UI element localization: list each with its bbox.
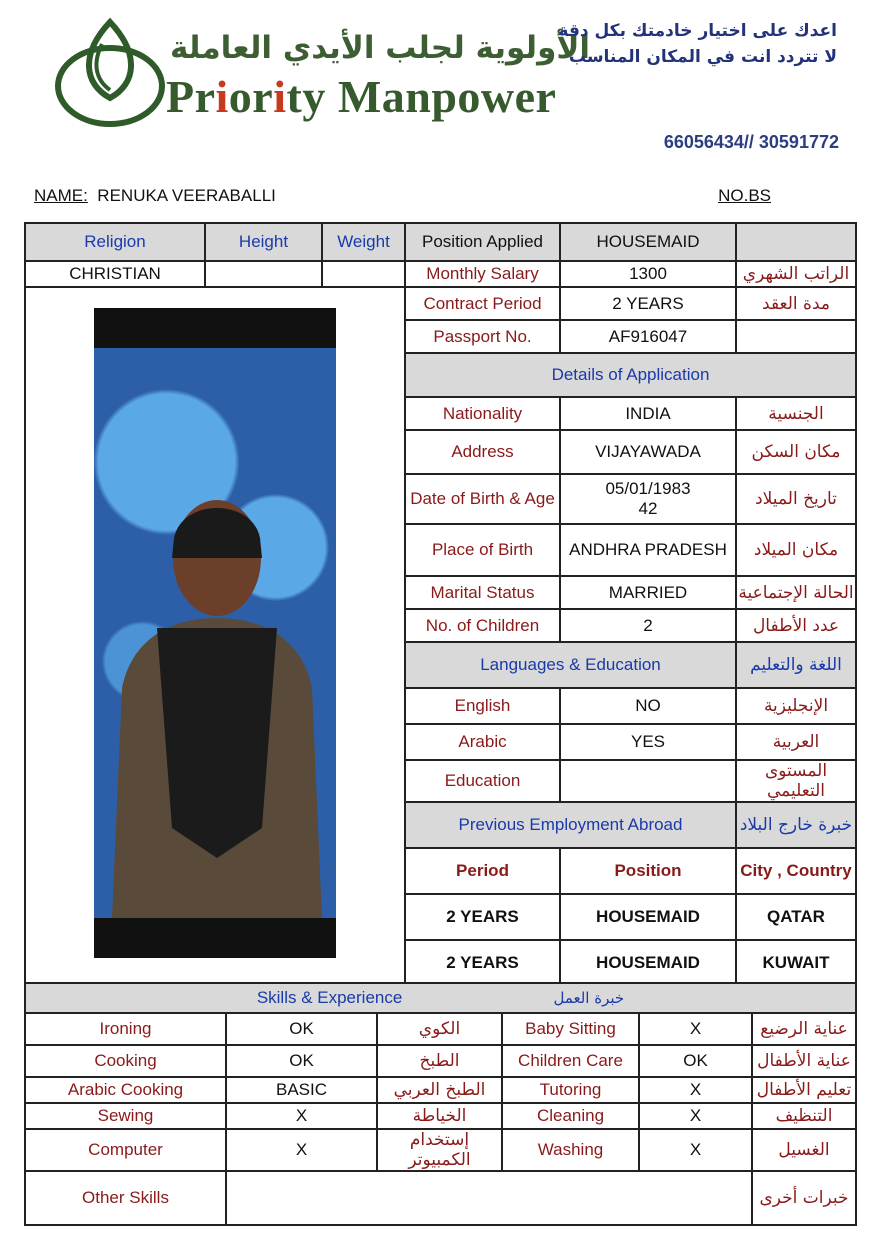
marital-status-label: Marital Status (405, 576, 560, 609)
skill-cooking-value: OK (226, 1045, 377, 1077)
employment-heading: Previous Employment Abroad (405, 802, 736, 848)
place-of-birth-arabic: مكان الميلاد (736, 524, 856, 576)
children-arabic: عدد الأطفال (736, 609, 856, 642)
skill-washing-value: X (639, 1129, 752, 1171)
arabic-label: Arabic (405, 724, 560, 760)
children-value: 2 (560, 609, 736, 642)
employment-row-2-place: KUWAIT (736, 940, 856, 986)
religion-value: CHRISTIAN (25, 261, 205, 287)
monthly-salary-label: Monthly Salary (405, 261, 560, 287)
religion-header: Religion (25, 223, 205, 261)
applicant-name (34, 186, 276, 206)
marital-status-value: MARRIED (560, 576, 736, 609)
dob-label: Date of Birth & Age (405, 474, 560, 524)
contract-period-arabic: مدة العقد (736, 287, 856, 320)
monthly-salary-arabic: الراتب الشهري (736, 261, 856, 287)
slogan-line-1: اعدك على اختيار خادمتك بكل دقة (558, 21, 837, 41)
nationality-label: Nationality (405, 397, 560, 430)
skill-arabic-cooking-arabic: الطبخ العربي (377, 1077, 502, 1103)
monthly-salary-value: 1300 (560, 261, 736, 287)
name-value: RENUKA VEERABALLI (97, 186, 276, 205)
skill-children-care-value: OK (639, 1045, 752, 1077)
employment-row-1-position: HOUSEMAID (560, 894, 736, 940)
contract-period-value: 2 YEARS (560, 287, 736, 320)
contract-period-label: Contract Period (405, 287, 560, 320)
application-table (24, 222, 857, 987)
header (0, 0, 869, 180)
employment-row-1-place: QATAR (736, 894, 856, 940)
languages-heading-arabic: اللغة والتعليم (736, 642, 856, 688)
employment-row-1-period: 2 YEARS (405, 894, 560, 940)
applicant-photo (94, 308, 336, 958)
position-applied-label: Position Applied (405, 223, 560, 261)
nationality-arabic: الجنسية (736, 397, 856, 430)
height-header: Height (205, 223, 322, 261)
skill-washing-arabic: الغسيل (752, 1129, 856, 1171)
skill-baby-sitting-arabic: عناية الرضيع (752, 1013, 856, 1045)
weight-header: Weight (322, 223, 405, 261)
english-value: NO (560, 688, 736, 724)
age-value: 42 (638, 499, 658, 518)
dob-value (560, 474, 736, 524)
skill-baby-sitting-value: X (639, 1013, 752, 1045)
place-of-birth-label: Place of Birth (405, 524, 560, 576)
education-value (560, 760, 736, 802)
other-skills-value (226, 1171, 752, 1225)
skills-table (24, 982, 857, 1226)
skill-cooking-label: Cooking (25, 1045, 226, 1077)
children-label: No. of Children (405, 609, 560, 642)
skill-washing-label: Washing (502, 1129, 639, 1171)
education-arabic: المستوى التعليمي (736, 760, 856, 802)
company-name-english: Priority Manpower (166, 71, 557, 122)
company-name-arabic: الأولوية لجلب الأيدي العاملة (170, 30, 591, 66)
name-label: NAME: (34, 186, 88, 205)
nationality-value: INDIA (560, 397, 736, 430)
skill-arabic-cooking-value: BASIC (226, 1077, 377, 1103)
weight-value (322, 261, 405, 287)
reference-number: NO.BS (718, 186, 771, 205)
skill-sewing-label: Sewing (25, 1103, 226, 1129)
education-label: Education (405, 760, 560, 802)
skill-computer-value: X (226, 1129, 377, 1171)
skills-heading-arabic: خبرة العمل (553, 989, 625, 1007)
arabic-value: YES (560, 724, 736, 760)
slogan (558, 18, 837, 70)
slogan-line-2: لا تتردد انت في المكان المناسب (568, 47, 837, 67)
place-of-birth-value: ANDHRA PRADESH (560, 524, 736, 576)
passport-value: AF916047 (560, 320, 736, 353)
employment-col-position: Position (560, 848, 736, 894)
photo-cell (25, 287, 405, 986)
passport-arabic (736, 320, 856, 353)
marital-status-arabic: الحالة الإجتماعية (736, 576, 856, 609)
skill-sewing-value: X (226, 1103, 377, 1129)
skill-baby-sitting-label: Baby Sitting (502, 1013, 639, 1045)
address-label: Address (405, 430, 560, 474)
dob-date: 05/01/1983 (605, 479, 691, 498)
skill-children-care-label: Children Care (502, 1045, 639, 1077)
english-arabic: الإنجليزية (736, 688, 856, 724)
employment-row-2-position: HOUSEMAID (560, 940, 736, 986)
skill-ironing-label: Ironing (25, 1013, 226, 1045)
skill-cleaning-label: Cleaning (502, 1103, 639, 1129)
skill-ironing-arabic: الكوي (377, 1013, 502, 1045)
skill-tutoring-label: Tutoring (502, 1077, 639, 1103)
skills-heading-row (25, 983, 856, 1013)
languages-heading: Languages & Education (405, 642, 736, 688)
skill-computer-label: Computer (25, 1129, 226, 1171)
skill-computer-arabic: إستخدام الكمبيوتر (377, 1129, 502, 1171)
height-value (205, 261, 322, 287)
other-skills-label: Other Skills (25, 1171, 226, 1225)
employment-row-2-period: 2 YEARS (405, 940, 560, 986)
skill-arabic-cooking-label: Arabic Cooking (25, 1077, 226, 1103)
employment-col-place: City , Country (736, 848, 856, 894)
arabic-arabic: العربية (736, 724, 856, 760)
address-value: VIJAYAWADA (560, 430, 736, 474)
employment-col-period: Period (405, 848, 560, 894)
passport-label: Passport No. (405, 320, 560, 353)
dob-arabic: تاريخ الميلاد (736, 474, 856, 524)
skill-cleaning-arabic: التنظيف (752, 1103, 856, 1129)
other-skills-arabic: خبرات أخرى (752, 1171, 856, 1225)
skill-cleaning-value: X (639, 1103, 752, 1129)
person-silhouette-icon (112, 498, 322, 918)
details-heading: Details of Application (405, 353, 856, 397)
position-applied-value: HOUSEMAID (560, 223, 736, 261)
phone-numbers: 66056434// 30591772 (663, 132, 839, 152)
employment-heading-arabic: خبرة خارج البلاد (736, 802, 856, 848)
skill-ironing-value: OK (226, 1013, 377, 1045)
skill-cooking-arabic: الطبخ (377, 1045, 502, 1077)
address-arabic: مكان السكن (736, 430, 856, 474)
skill-sewing-arabic: الخياطة (377, 1103, 502, 1129)
skill-tutoring-value: X (639, 1077, 752, 1103)
english-label: English (405, 688, 560, 724)
skill-children-care-arabic: عناية الأطفال (752, 1045, 856, 1077)
skills-heading: Skills & Experience (256, 988, 403, 1007)
skill-tutoring-arabic: تعليم الأطفال (752, 1077, 856, 1103)
company-logo-icon (40, 14, 180, 132)
